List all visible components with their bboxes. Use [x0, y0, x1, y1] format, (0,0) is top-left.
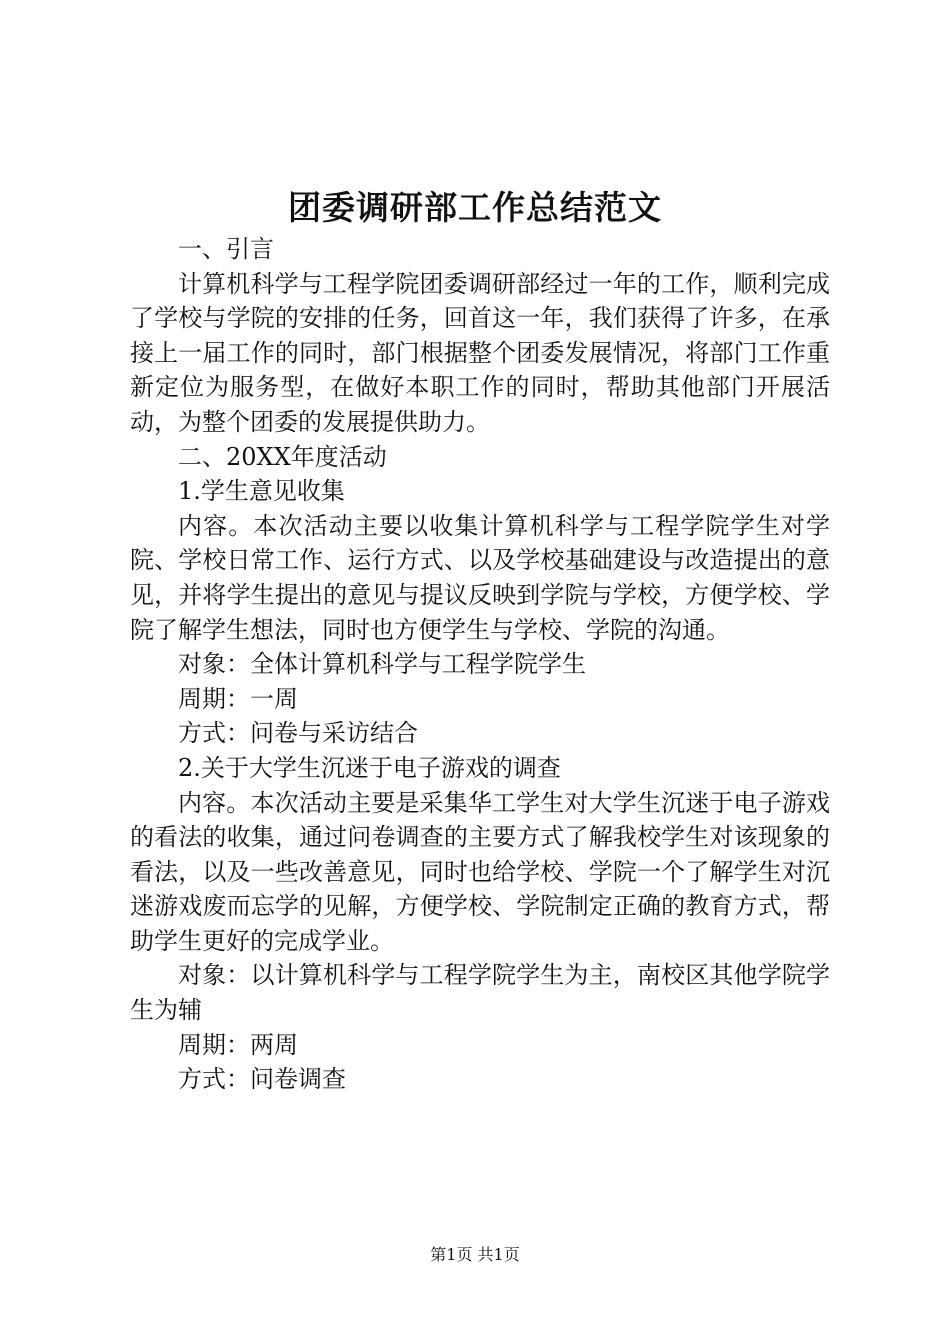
- activity-1-content: 内容。本次活动主要以收集计算机科学与工程学院学生对学院、学校日常工作、运行方式、以及学校基础建设与改造提出的意见，并将学生提出的意见与提议反映到学院与学校，方便学校、学院了解学生想法，同时也方便学生与学校、学院的沟通。: [130, 511, 830, 644]
- activity-2-heading: 2.关于大学生沉迷于电子游戏的调查: [178, 753, 561, 782]
- section-heading-intro: 一、引言: [178, 235, 274, 263]
- document-title: 团委调研部工作总结范文: [288, 188, 662, 227]
- activity-1-period: 周期：一周: [178, 684, 298, 713]
- activity-2-content: 内容。本次活动主要是采集华工学生对大学生沉迷于电子游戏的看法的收集，通过问卷调查的主要方式了解我校学生对该现象的看法，以及一些改善意见，同时也给学校、学院一个了解学生对沉迷游戏废而忘学的见解，方便学校、学院制定正确的教育方式，帮助学生更好的完成学业。: [130, 788, 830, 955]
- activity-1-heading: 1.学生意见收集: [178, 477, 345, 506]
- activity-2-method: 方式：问卷调查: [178, 1065, 346, 1094]
- section-heading-activities: 二、20XX年度活动: [178, 442, 387, 471]
- activity-2-period: 周期：两周: [178, 1030, 298, 1059]
- document-body: [130, 232, 830, 1097]
- intro-paragraph: 计算机科学与工程学院团委调研部经过一年的工作，顺利完成了学校与学院的安排的任务，回首这一年，我们获得了许多，在承接上一届工作的同时，部门根据整个团委发展情况，将部门工作重新定位为服务型，在做好本职工作的同时，帮助其他部门开展活动，为整个团委的发展提供助力。: [130, 269, 830, 436]
- activity-2-target: 对象：以计算机科学与工程学院学生为主，南校区其他学院学生为辅: [130, 961, 830, 1025]
- page-footer: 第1页 共1页: [430, 1245, 520, 1264]
- activity-1-method: 方式：问卷与采访结合: [178, 719, 418, 748]
- activity-1-target: 对象：全体计算机科学与工程学院学生: [178, 650, 586, 679]
